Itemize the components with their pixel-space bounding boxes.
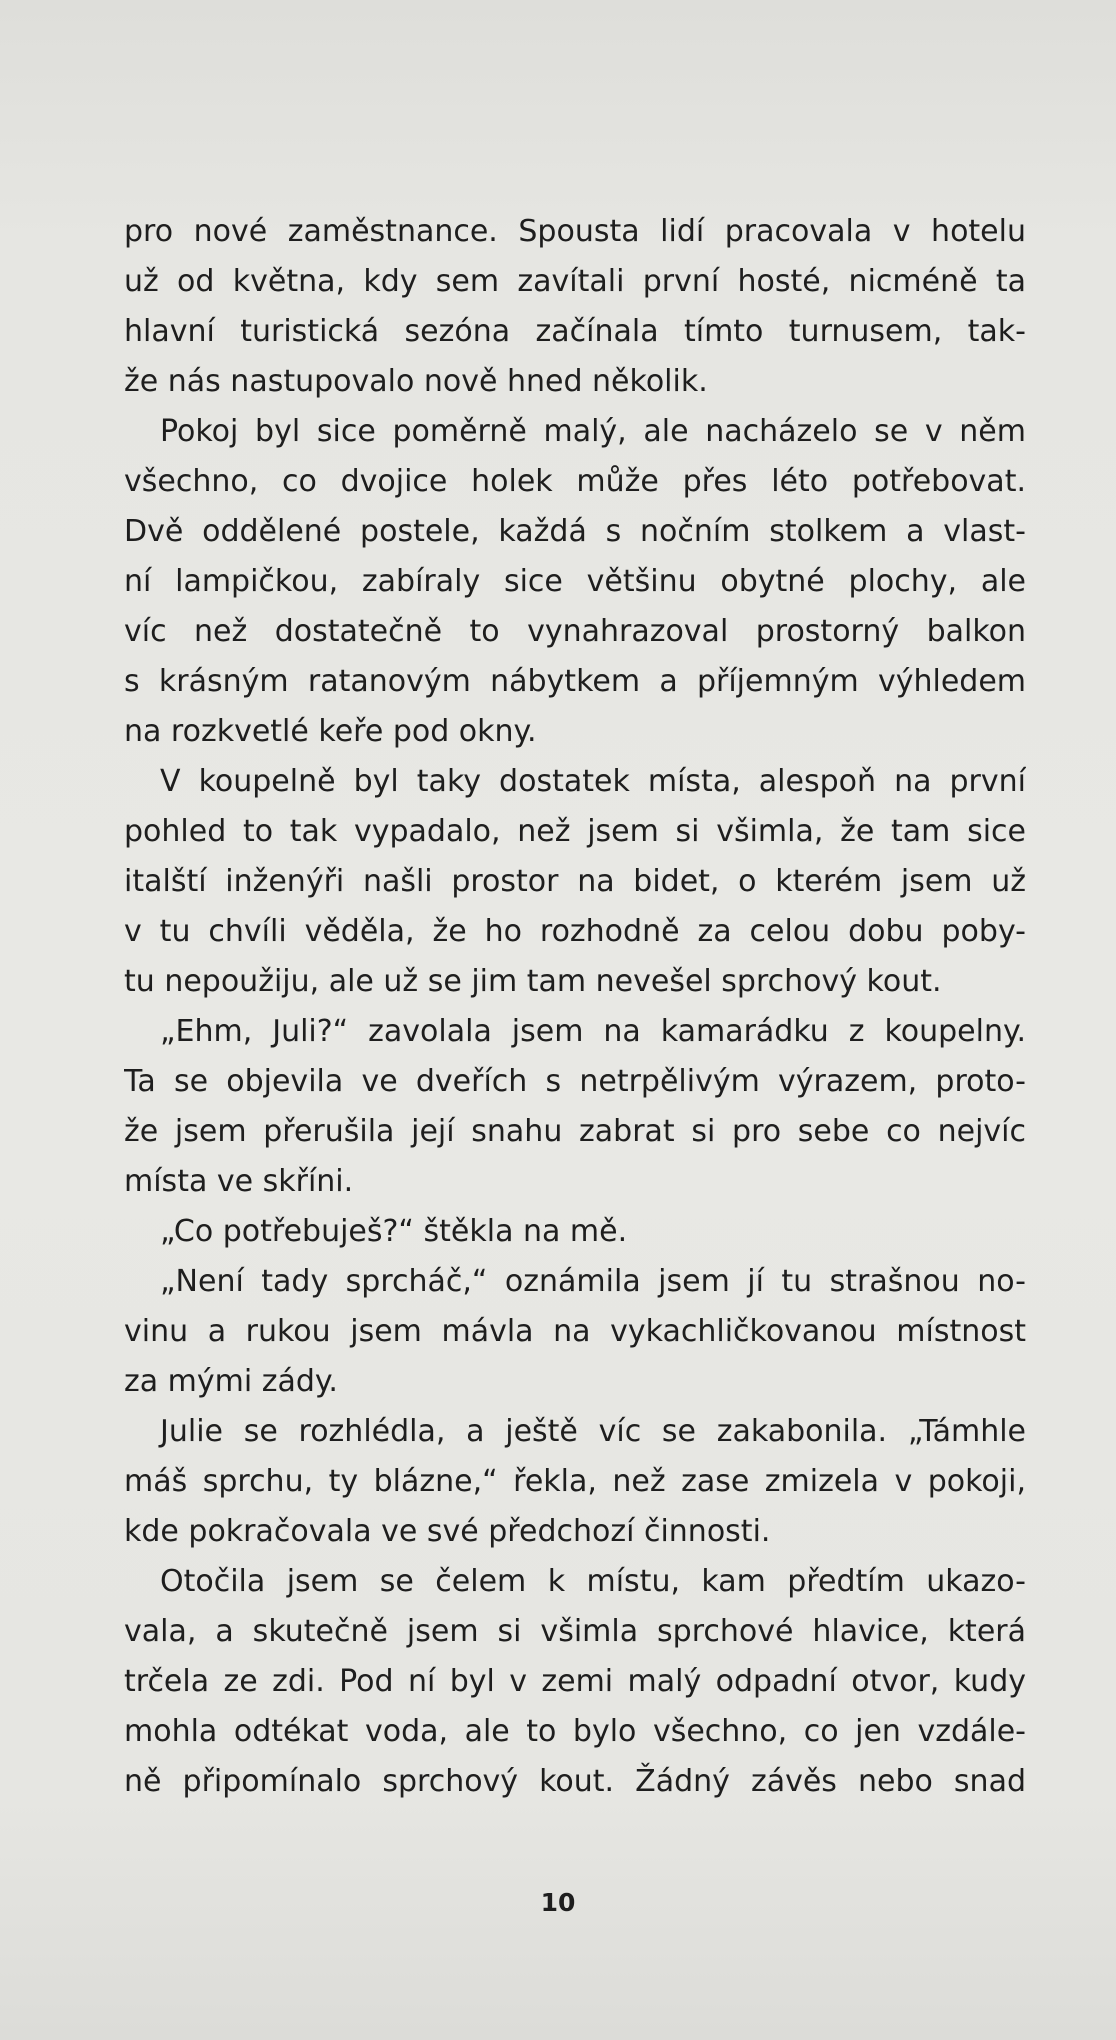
text-line: pohled to tak vypadalo, než jsem si všimla, že tam sice: [124, 814, 1026, 849]
text-line: tu nepoužiju, ale už se jim tam nevešel sprchový kout.: [124, 964, 942, 999]
text-line: pro nové zaměstnance. Spousta lidí pracovala v hotelu: [124, 214, 1026, 249]
text-line: už od května, kdy sem zavítali první hosté, nicméně ta: [124, 264, 1026, 299]
text-line: Otočila jsem se čelem k místu, kam předtím ukazo-: [160, 1564, 1026, 1599]
page-number: 10: [540, 1888, 576, 1917]
text-line: trčela ze zdi. Pod ní byl v zemi malý odpadní otvor, kudy: [124, 1664, 1026, 1699]
text-line: máš sprchu, ty blázne,“ řekla, než zase zmizela v pokoji,: [124, 1464, 1026, 1499]
text-line: Ta se objevila ve dveřích s netrpělivým výrazem, proto-: [124, 1064, 1026, 1099]
text-line: na rozkvetlé keře pod okny.: [124, 714, 537, 749]
text-line: „Není tady sprcháč,“ oznámila jsem jí tu strašnou no-: [160, 1264, 1026, 1299]
text-line: ní lampičkou, zabíraly sice většinu obytné plochy, ale: [124, 564, 1026, 599]
text-line: ně připomínalo sprchový kout. Žádný závěs nebo snad: [124, 1764, 1026, 1799]
text-line: „Co potřebuješ?“ štěkla na mě.: [160, 1214, 628, 1249]
text-line: s krásným ratanovým nábytkem a příjemným výhledem: [124, 664, 1026, 699]
text-line: kde pokračovala ve své předchozí činnosti.: [124, 1514, 771, 1549]
text-line: víc než dostatečně to vynahrazoval prostorný balkon: [124, 614, 1026, 649]
text-line: místa ve skříni.: [124, 1164, 354, 1199]
text-line: v tu chvíli věděla, že ho rozhodně za celou dobu poby-: [124, 914, 1026, 949]
text-line: vala, a skutečně jsem si všimla sprchové hlavice, která: [124, 1614, 1026, 1649]
text-line: hlavní turistická sezóna začínala tímto turnusem, tak-: [124, 314, 1026, 349]
text-line: že nás nastupovalo nově hned několik.: [124, 364, 708, 399]
text-line: „Ehm, Juli?“ zavolala jsem na kamarádku z koupelny.: [160, 1014, 1026, 1049]
text-line: vinu a rukou jsem mávla na vykachličkovanou místnost: [124, 1314, 1026, 1349]
text-line: V koupelně byl taky dostatek místa, alespoň na první: [160, 764, 1026, 799]
text-line: mohla odtékat voda, ale to bylo všechno, co jen vzdále-: [124, 1714, 1026, 1749]
text-line: všechno, co dvojice holek může přes léto potřebovat.: [124, 464, 1026, 499]
text-line: že jsem přerušila její snahu zabrat si pro sebe co nejvíc: [124, 1114, 1026, 1149]
text-line: Julie se rozhlédla, a ještě víc se zakabonila. „Támhle: [160, 1414, 1026, 1449]
text-line: za mými zády.: [124, 1364, 338, 1399]
text-line: Pokoj byl sice poměrně malý, ale nacházelo se v něm: [160, 414, 1026, 449]
body-text: [124, 207, 1026, 1807]
text-line: italští inženýři našli prostor na bidet, o kterém jsem už: [124, 864, 1026, 899]
text-line: Dvě oddělené postele, každá s nočním stolkem a vlast-: [124, 514, 1026, 549]
